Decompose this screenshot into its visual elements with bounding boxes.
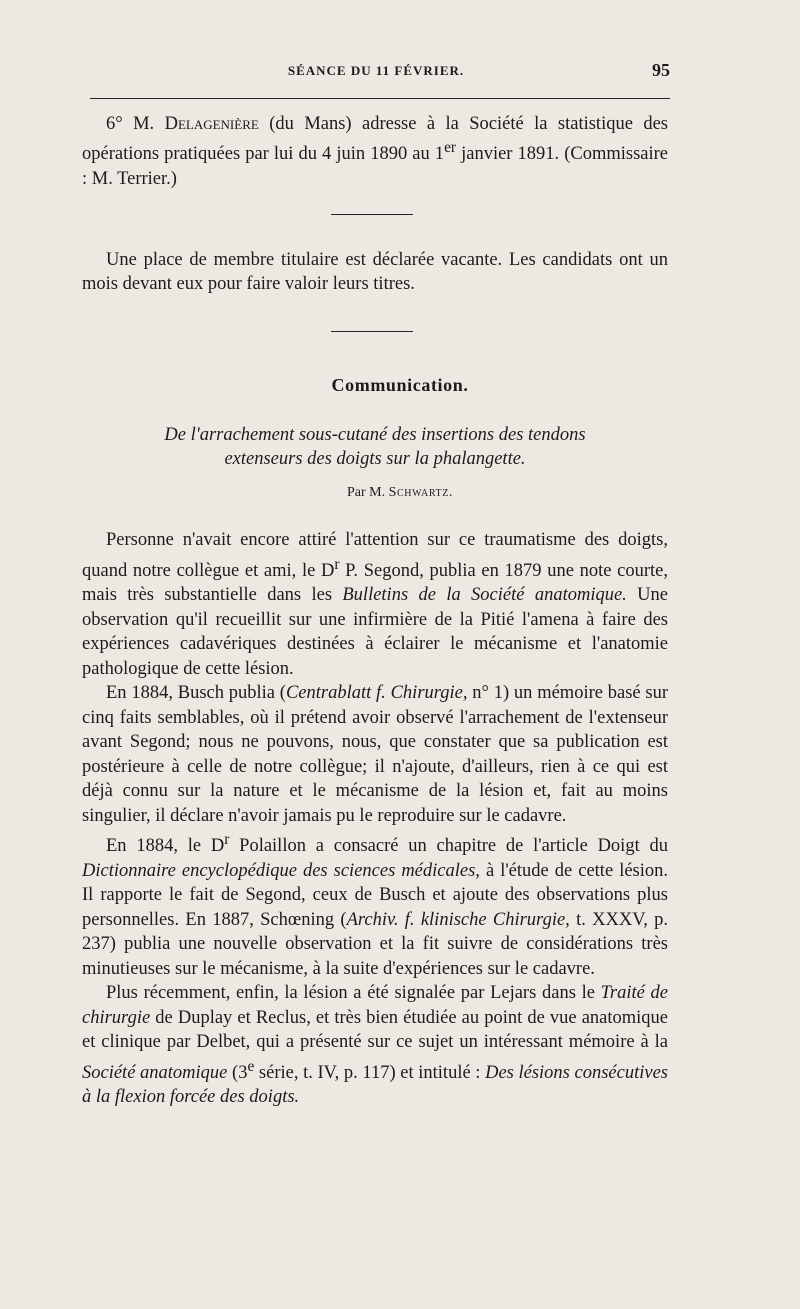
text: n° 1) un mémoire basé sur cinq faits semblables, où il prétend avoir observé l'arrachement de l'extenseur avant Segond; nous ne pouvons, nous, que constater que sa publication est postérieure à celle de notre collègue; il n'ajoute, d'ailleurs, rien à ce qui est déjà connu sur la nature et le mécanisme de la lésion et, fait au moins singulier, il déclare n'avoir jamais pu le reproduire sur le cadavre. [82,683,668,826]
text: Plus récemment, enfin, la lésion a été signalée par Lejars dans le [106,983,601,1004]
paragraph-4 [82,981,668,1110]
italic-text: Dictionnaire encyclopédique des sciences médicales, [82,860,480,881]
separator-rule-2 [331,331,413,332]
article-title [82,423,668,472]
text: de Duplay et Reclus, et très bien étudiée au point de vue anatomique et clinique par Delbet, qui a présenté sur ce sujet un intéressant mémoire à la [82,1007,668,1053]
running-title: SÉANCE DU 11 FÉVRIER. [287,63,465,78]
text: série, t. IV, p. 117) et intitulé : [254,1062,486,1083]
superscript: e [247,1057,255,1075]
text: Personne n'avait encore attiré l'attention sur ce traumatisme des doigts, quand notre collègue et ami, le D [82,530,668,581]
item-text-continued: janvier 1891. (Commissaire : M. Terrier.) [82,144,669,189]
text: t. XXXV, p. 237) publia une nouvelle observation et la fit suivre de considérations très minutieuses sur le mécanisme, à la suite d'expériences sur le cadavre. [82,909,668,979]
section-title: Communication. [331,375,469,395]
italic-text: Traité de chirurgie [82,983,669,1028]
text: Polaillon a consacré un chapitre de l'article Doigt du [229,836,668,857]
page-number: 95 [652,60,670,80]
item-6-paragraph [82,112,668,191]
article-body [82,528,668,1110]
vacancy-notice [82,248,668,297]
item-number: 6° [106,114,123,134]
text: (3 [227,1062,248,1083]
italic-text: Bulletins de la Société anatomique. [342,585,627,606]
superscript: r [334,555,340,573]
text: à l'étude de cette lésion. Il rapporte le fait de Segond, ceux de Busch et ajoute des observations plus personnelles. En 1887, Schœning ( [82,860,669,930]
italic-text: Société anatomique [82,1062,228,1083]
page-header [82,60,670,88]
item-6 [82,112,668,191]
byline-author: Schwartz. [388,485,454,500]
vacancy-paragraph: Une place de membre titulaire est déclarée vacante. Les candidats ont un mois devant eux pour faire valoir leurs titres. [82,250,668,295]
separator-rule-1 [331,214,413,215]
italic-text: Archiv. f. klinische Chirurgie, [346,909,570,930]
article-title-line-2: extenseurs des doigts sur la phalangette. [224,449,526,470]
paragraph-3 [82,828,668,981]
text: P. Segond, publia en 1879 une note courte, mais très substantielle dans les [82,560,668,606]
superscript: r [224,831,230,849]
author-prefix: M. [133,114,155,134]
paragraph-2 [82,681,668,828]
text: Une observation qu'il recueillit sur une infirmière de la Pitié l'amena à faire des expériences cadavériques destinées à éclairer le mécanisme et l'anatomie pathologique de cette lésion. [82,585,668,679]
author-name: Delagenière [164,114,259,134]
header-rule [90,98,670,99]
paragraph-1 [82,528,668,681]
italic-text: Centrablatt f. Chirurgie, [285,683,468,704]
superscript: er [444,139,457,157]
byline [0,485,800,501]
italic-text: Des lésions consécutives à la flexion forcée des doigts. [82,1062,668,1108]
article-title-line-1: De l'arrachement sous-cutané des insertions des tendons [164,425,586,445]
text: En 1884, Busch publia ( [106,683,286,704]
item-text: (du Mans) adresse à la Société la statistique des opérations pratiquées par lui du 4 juin 1890 au 1 [82,114,669,165]
text: En 1884, le D [106,836,225,857]
byline-prefix: Par M. [346,485,386,500]
